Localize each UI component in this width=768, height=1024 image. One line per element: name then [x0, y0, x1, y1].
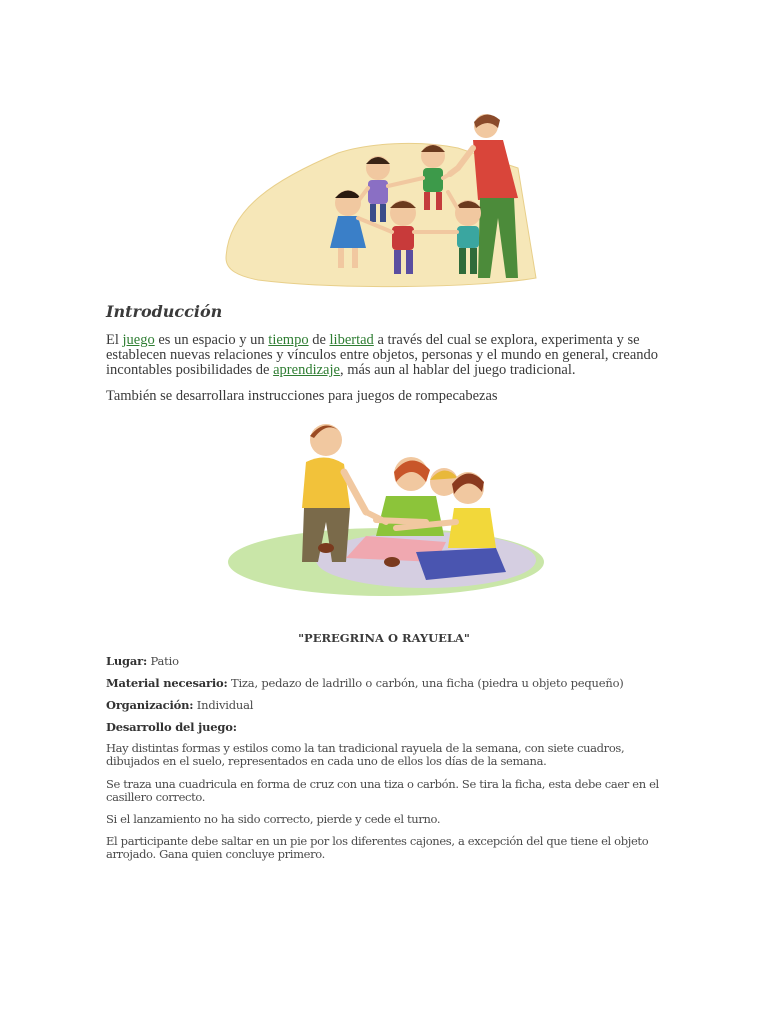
organizacion-value: Individual [193, 698, 254, 712]
link-libertad[interactable]: libertad [329, 332, 374, 348]
organizacion-label: Organización: [106, 698, 194, 712]
desarrollo-paragraph-2: Se traza una cuadricula en forma de cruz con una tiza o carbón. Se tira la ficha, esta debe caer en el casillero correcto. [106, 777, 659, 804]
material-field [106, 677, 666, 690]
lugar-label: Lugar: [106, 654, 148, 668]
children-playing-illustration [226, 412, 546, 602]
intro-heading: Introducción [106, 302, 223, 321]
intro-text-e: , más aun al hablar del juego tradicional. [339, 362, 576, 378]
intro-paragraph-2: También se desarrollara instrucciones para juegos de rompecabezas [106, 388, 498, 404]
link-tiempo[interactable]: tiempo [268, 332, 309, 348]
material-label: Material necesario: [106, 676, 228, 690]
desarrollo-label: Desarrollo del juego: [106, 720, 237, 734]
intro-text-a: El [106, 332, 123, 348]
desarrollo-paragraph-4: El participante debe saltar en un pie por los diferentes cajones, a excepción del que tiene el objeto arrojado. Gana quien concluye primero. [106, 834, 649, 861]
desarrollo-paragraph-1: Hay distintas formas y estilos como la tan tradicional rayuela de la semana, con siete cuadros, dibujados en el suelo, representados en cada uno de ellos los días de la semana. [106, 741, 625, 768]
link-juego[interactable]: juego [122, 332, 155, 348]
children-circle-illustration [218, 108, 552, 290]
intro-text-c: de [308, 332, 330, 348]
intro-paragraph [106, 333, 666, 378]
desarrollo-field [106, 721, 666, 734]
desarrollo-paragraph-3: Si el lanzamiento no ha sido correcto, pierde y cede el turno. [106, 812, 441, 826]
organizacion-field [106, 699, 666, 712]
link-aprendizaje[interactable]: aprendizaje [273, 362, 340, 378]
intro-text-b: es un espacio y un [154, 332, 269, 348]
material-value: Tiza, pedazo de ladrillo o carbón, una ficha (piedra u objeto pequeño) [227, 676, 624, 690]
lugar-value: Patio [147, 654, 179, 668]
lugar-field [106, 655, 666, 668]
intro-text-d: a través del cual se explora, experimenta y se establecen nuevas relaciones y vínculos entre objetos, personas y el mundo en general, creando incontables posibilidades de [106, 332, 659, 378]
game-title: "PEREGRINA O RAYUELA" [298, 631, 470, 645]
